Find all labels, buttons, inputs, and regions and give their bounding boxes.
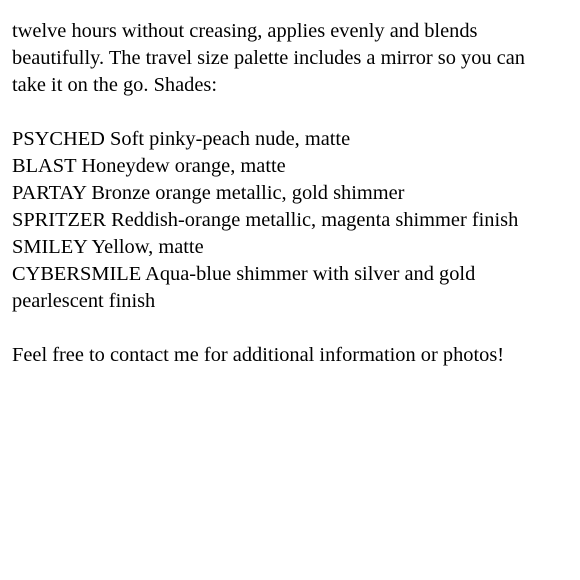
- intro-line: twelve hours without creasing, applies evenly and blends: [12, 20, 478, 42]
- shade-item: [12, 180, 572, 207]
- shade-name: PARTAY: [12, 182, 87, 204]
- shade-item: [12, 261, 572, 288]
- shade-item: [12, 126, 572, 153]
- shade-description: Yellow, matte: [91, 236, 204, 258]
- shade-description: Soft pinky-peach nude, matte: [110, 128, 351, 150]
- cut-off-line: [12, 0, 572, 18]
- shade-item: [12, 153, 572, 180]
- shade-item: [12, 207, 572, 234]
- shade-name: SMILEY: [12, 236, 88, 258]
- shade-name: PSYCHED: [12, 128, 105, 150]
- shade-name: BLAST: [12, 155, 77, 177]
- paragraph-break: [12, 99, 572, 126]
- shade-item: [12, 234, 572, 261]
- intro-line: beautifully. The travel size palette includes a mirror so you can: [12, 47, 525, 69]
- shade-item-continuation: pearlescent finish: [12, 290, 156, 312]
- listing-description: [12, 0, 572, 369]
- shade-description: Reddish-orange metallic, magenta shimmer finish: [111, 209, 519, 231]
- closing-line: Feel free to contact me for additional information or photos!: [12, 344, 505, 366]
- shade-name: CYBERSMILE: [12, 263, 142, 285]
- shade-description: Bronze orange metallic, gold shimmer: [91, 182, 405, 204]
- paragraph-break: [12, 315, 572, 342]
- shade-list: [12, 126, 572, 315]
- shade-description: Honeydew orange, matte: [81, 155, 286, 177]
- shade-name: SPRITZER: [12, 209, 107, 231]
- shade-description: Aqua-blue shimmer with silver and gold: [145, 263, 476, 285]
- intro-line: take it on the go. Shades:: [12, 74, 218, 96]
